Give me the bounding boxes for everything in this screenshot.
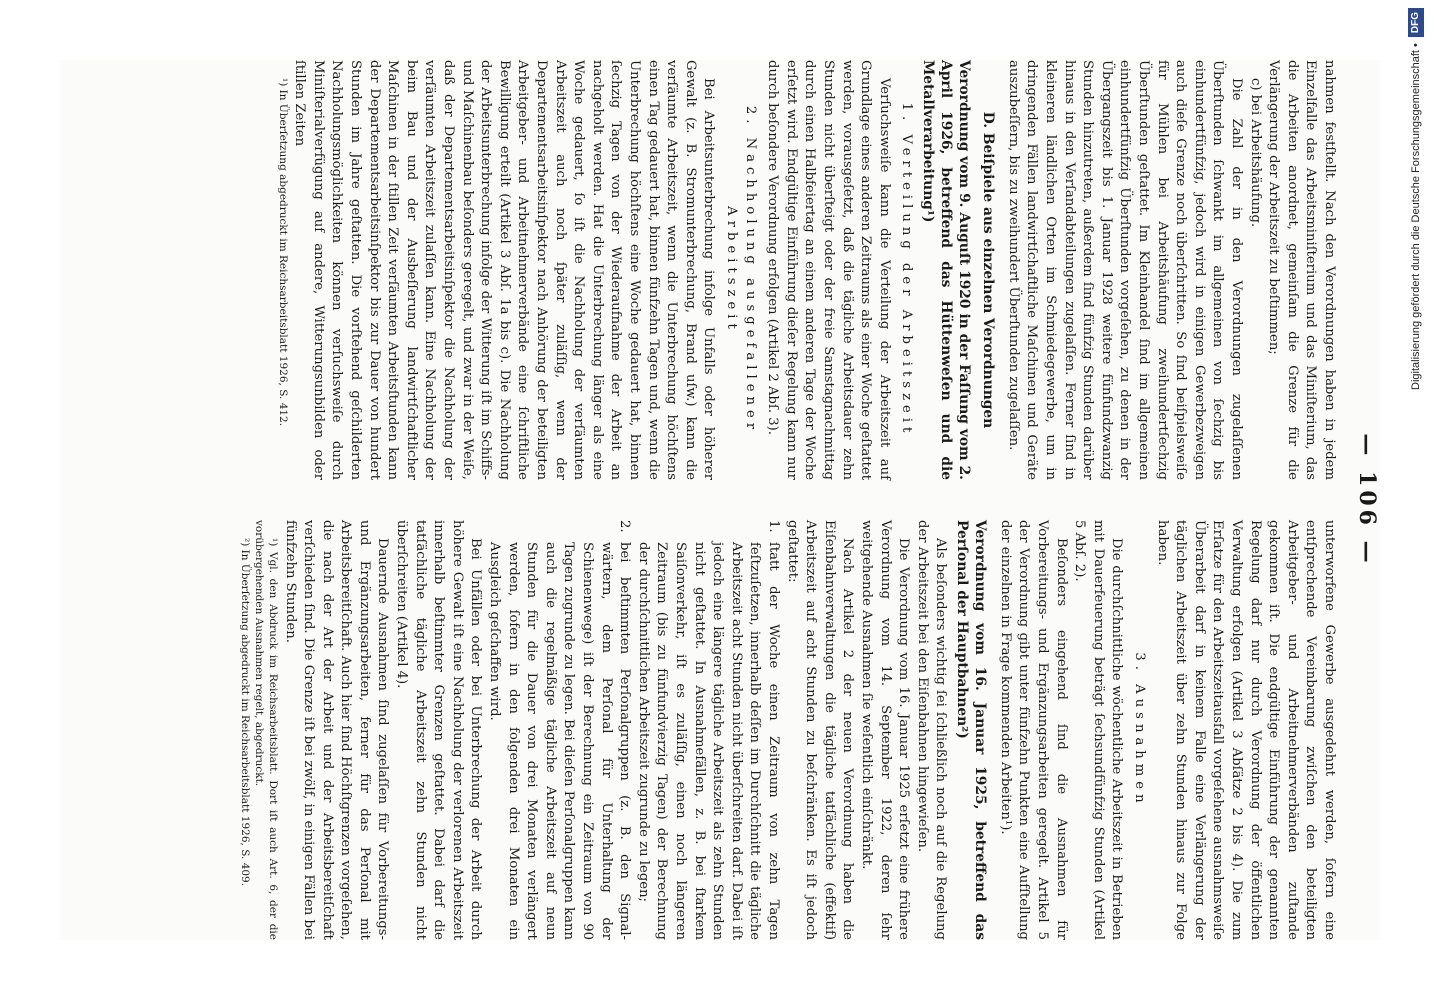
watermark-text: Digitalisierung gefördert durch die Deutsche Forschungsgemeinschaft • <box>1410 43 1422 390</box>
document-page <box>60 60 1380 940</box>
subheading-distribution: 1. Verteilung der Arbeitszeit <box>899 102 915 438</box>
digitization-watermark <box>1404 8 1428 992</box>
paragraph: Nach Artikel 2 der neuen Verordnung haben die Eiſenbahnverwaltungen die tägliche tatſächliche (effektif) Arbeitszeit auf acht Stunden zu beſchränken. Es iſt jedoch geſtattet: <box>784 520 856 940</box>
footnote: ²) In Überſetzung abgedruckt im Reichsarbeitsblatt 1926, S. 409. <box>238 538 251 887</box>
numbered-list <box>484 520 782 940</box>
left-column <box>276 60 1338 480</box>
dfg-logo: DFG <box>1408 8 1424 37</box>
list-item <box>484 520 633 940</box>
paragraph: Dauernde Ausnahmen ſind zugelaſſen für Vorbereitungs- und Ergänzungsarbeiten, ferner für das Perſonal mit Arbeitsbereitſchaft. Auch hier ſind Höchſtgrenzen vorgeſehen, die nach der Art der Arbeit und der Arbeitsbereitſchaft verſchieden ſind. Die Grenze iſt bei zwölf, in einigen Fällen bei fünfzehn Stunden. <box>282 520 391 940</box>
paragraph: nahmen festſtellt. Nach den Verordnungen haben in jedem Einzelfalle das Arbeitsminiſterium und das Miniſterium, das die Arbeiten anordnet, gemeinſam die Grenze für die Verlängerung der Arbeitszeit zu beſtimmen; <box>1266 60 1337 480</box>
paragraph: Beſonders eingehend ſind die Ausnahmen für Vorbereitungs- und Ergänzungsarbeiten geregelt. Artikel 5 der Verordnung gibt unter fünfzehn Punkten eine Aufſtellung der einzelnen in Frage kommenden Arbeiten¹). <box>997 520 1069 940</box>
footnote: ¹) Vgl. den Abdruck im Reichsarbeitsblatt. Dort iſt auch Art. 6, der die vorübergehenden Ausnahmen regelt, abgedruckt. <box>252 520 279 940</box>
list-item-c: c) bei Arbeitshäufung. <box>1247 78 1263 228</box>
paragraph: Verſuchsweiſe kann die Verteilung der Arbeitszeit auf Grundlage eines anderen Zeitraums als einer Woche geſtattet werden, vorausgeſetzt, daß die tägliche Arbeitsdauer zehn Stunden nicht überſteigt oder der freie Samstagnachmittag durch einen Halbfeiertag an einem anderen Tage der Woche erſetzt wird. Endgültige Einführung dieſer Regelung kann nur durch beſondere Verordnung erfolgen (Artikel 2 Abſ. 3). <box>765 60 892 480</box>
section-heading-d: D. Beiſpiele aus einzelnen Verordnungen <box>980 111 997 429</box>
regulation-heading-1925: Verordnung vom 16. Januar 1925, betreffend das Perſonal der Hauptbahnen²) <box>954 520 989 940</box>
paragraph: Bei Unfällen oder bei Unterbrechung der Arbeit durch höhere Gewalt iſt eine Nachholung der verlorenen Arbeitszeit innerhalb beſtimmter Grenzen geſtattet. Dabei darf die tatſächliche tägliche Arbeitszeit zehn Stunden nicht überſchreiten (Artikel 4). <box>394 520 484 940</box>
paragraph: Die Zahl der in den Verordnungen zugelaſſenen Überſtunden ſchwankt im allgemeinen von ſechzig bis einhundertfünfzig, jedoch wird in einigen Gewerbezweigen auch dieſe Grenze noch überſchritten. So ſind beiſpielsweiſe für Mühlen bei Arbeitshäufung zweihundertſechzig Überſtunden geſtattet. Im Kleinhandel ſind im allgemeinen einhundertfünfzig Überſtunden vorgeſehen, zu denen in der Übergangszeit bis 1. Januar 1928 weitere fünfundzwanzig Stunden hinzutreten, außerdem ſind fünfzig Stunden darüber hinaus in den Verſandabteilungen zugelaſſen. Ferner ſind in kleineren ländlichen Orten im Schmiedegewerbe, um in dringenden Fällen landwirtſchaftliche Maſchinen und Geräte auszubeſſern, bis zu zweihundert Überſtunden zugelaſſen. <box>1005 60 1245 480</box>
footnote: ¹) In Überſetzung abgedruckt im Reichsarbeitsblatt 1926, S. 412. <box>276 78 289 427</box>
subheading-makeup: 2. Nachholung ausgefallener Arbeitszeit <box>723 105 758 435</box>
paragraph: Als beſonders wichtig ſei ſchließlich noch auf die Regelung der Arbeitszeit bei den Eiſenbahnen hingewieſen. <box>914 520 949 940</box>
paragraph: Bei Arbeitsunterbrechung infolge Unfalls oder höherer Gewalt (z. B. Stromunterbrechung, Brand uſw.) kann die verſäumte Arbeitszeit, wenn die Unterbrechung höchſtens einen Tag gedauert hat, binnen fünfzehn Tagen und, wenn die Unterbrechung höchſtens eine Woche gedauert hat, binnen ſechzig Tagen von der Wiederaufnahme der Arbeit an nachgeholt werden. Hat die Unterbrechung länger als eine Woche gedauert, ſo iſt die Nachholung der verſäumten Arbeitszeit auch noch ſpäter zuläſſig, wenn der Departementsarbeitsinſpektor nach Anhörung der beteiligten Arbeitgeber- und Arbeitnehmerverbände eine ſchriftliche Bewilligung erteilt (Artikel 3 Abſ. 1a bis c). Die Nachholung der Arbeitsunterbrechung infolge der Witterung iſt im Schiffs- und Maſchinenbau beſonders geregelt, und zwar in der Weiſe, daß der Departementsarbeitsinſpektor die Nachholung der verſäumten Arbeitszeit zulaſſen kann. Eine Nachholung der beim Bau und der Ausbeſſerung landwirtſchaftlicher Maſchinen in der ſtillen Zeit verſäumten Arbeitsſtunden kann der Departementsarbeitsinſpektor bis zur Dauer von hundert Stunden im Jahre geſtatten. Die vorſtehend geſchilderten Nachholungsmöglichkeiten können verſuchsweiſe durch Miniſterialverfügung auf andere, Witterungsunbilden oder ſtillen Zeiten <box>292 60 717 480</box>
list-number: 1. <box>765 520 781 533</box>
page-number: — 106 — <box>1354 433 1380 567</box>
paragraph: Die durchſchnittliche wöchentliche Arbeitszeit in Betrieben mit Dauerfeuerung beträgt ſechsundfünfzig Stunden (Artikel 5 Abſ. 2). <box>1072 520 1125 940</box>
right-column <box>238 520 1338 940</box>
paragraph: unterworfene Gewerbe ausgedehnt werden, ſofern eine entſprechende Vereinbarung zwiſchen den beteiligten Arbeitgeber- und Arbeitnehmerverbänden zuſtande gekommen iſt. Die endgültige Einführung der genannten Regelung darf nur durch Verordnung der öffentlichen Verwaltung erfolgen (Artikel 3 Abſätze 2 bis 4). Die zum Erſatze für den Arbeitszeitausfall vorgeſehene ausnahmsweiſe Überarbeit darf in keinem Falle eine Verlängerung der täglichen Arbeitszeit über zehn Stunden hinaus zur Folge haben. <box>1154 520 1337 940</box>
regulation-heading-1920: Verordnung vom 9. Auguſt 1920 in der Faſſung vom 2. April 1926, betreffend das Hüttenweſen und die Metallverarbeitung¹) <box>920 60 973 480</box>
paragraph: Die Verordnung vom 16. Januar 1925 erſetzt eine frühere Verordnung vom 14. September 1922, deren ſehr weitgehende Ausnahmen ſie weſentlich einſchränkt. <box>858 520 912 940</box>
list-item-text: bei beſtimmten Perſonalgruppen (z. B. den Signal- wärtern, dem Perſonal für Unterhaltung der Schienenwege) iſt der Berechnung ein Zeitraum von 90 Tagen zugrunde zu legen. Bei dieſen Perſonalgruppen kann auch die regelmäßige tägliche Arbeitszeit auf neun Stunden für die Dauer von drei Monaten verlängert werden, ſofern in den folgenden drei Monaten ein Ausgleich geſchaffen wird. <box>487 542 633 940</box>
list-item <box>633 520 782 940</box>
list-item-text: ſtatt der Woche einen Zeitraum von zehn Tagen feſtzuſetzen, innerhalb deſſen im Durchſchnitt die tägliche Arbeitszeit acht Stunden nicht überſchreiten darf. Dabei iſt jedoch eine längere tägliche Arbeitszeit als zehn Stunden nicht geſtattet. In Ausnahmefällen, z. B. bei ſtarkem Saiſonverkehr, iſt es zuläſſig, einen noch längeren Zeitraum (bis zu fünfundvierzig Tagen) der Berechnung der durchſchnittlichen Arbeitszeit zugrunde zu legen; <box>635 542 781 940</box>
list-number: 2. <box>617 520 633 533</box>
subheading-exceptions: 3. Ausnahmen <box>1132 652 1148 808</box>
